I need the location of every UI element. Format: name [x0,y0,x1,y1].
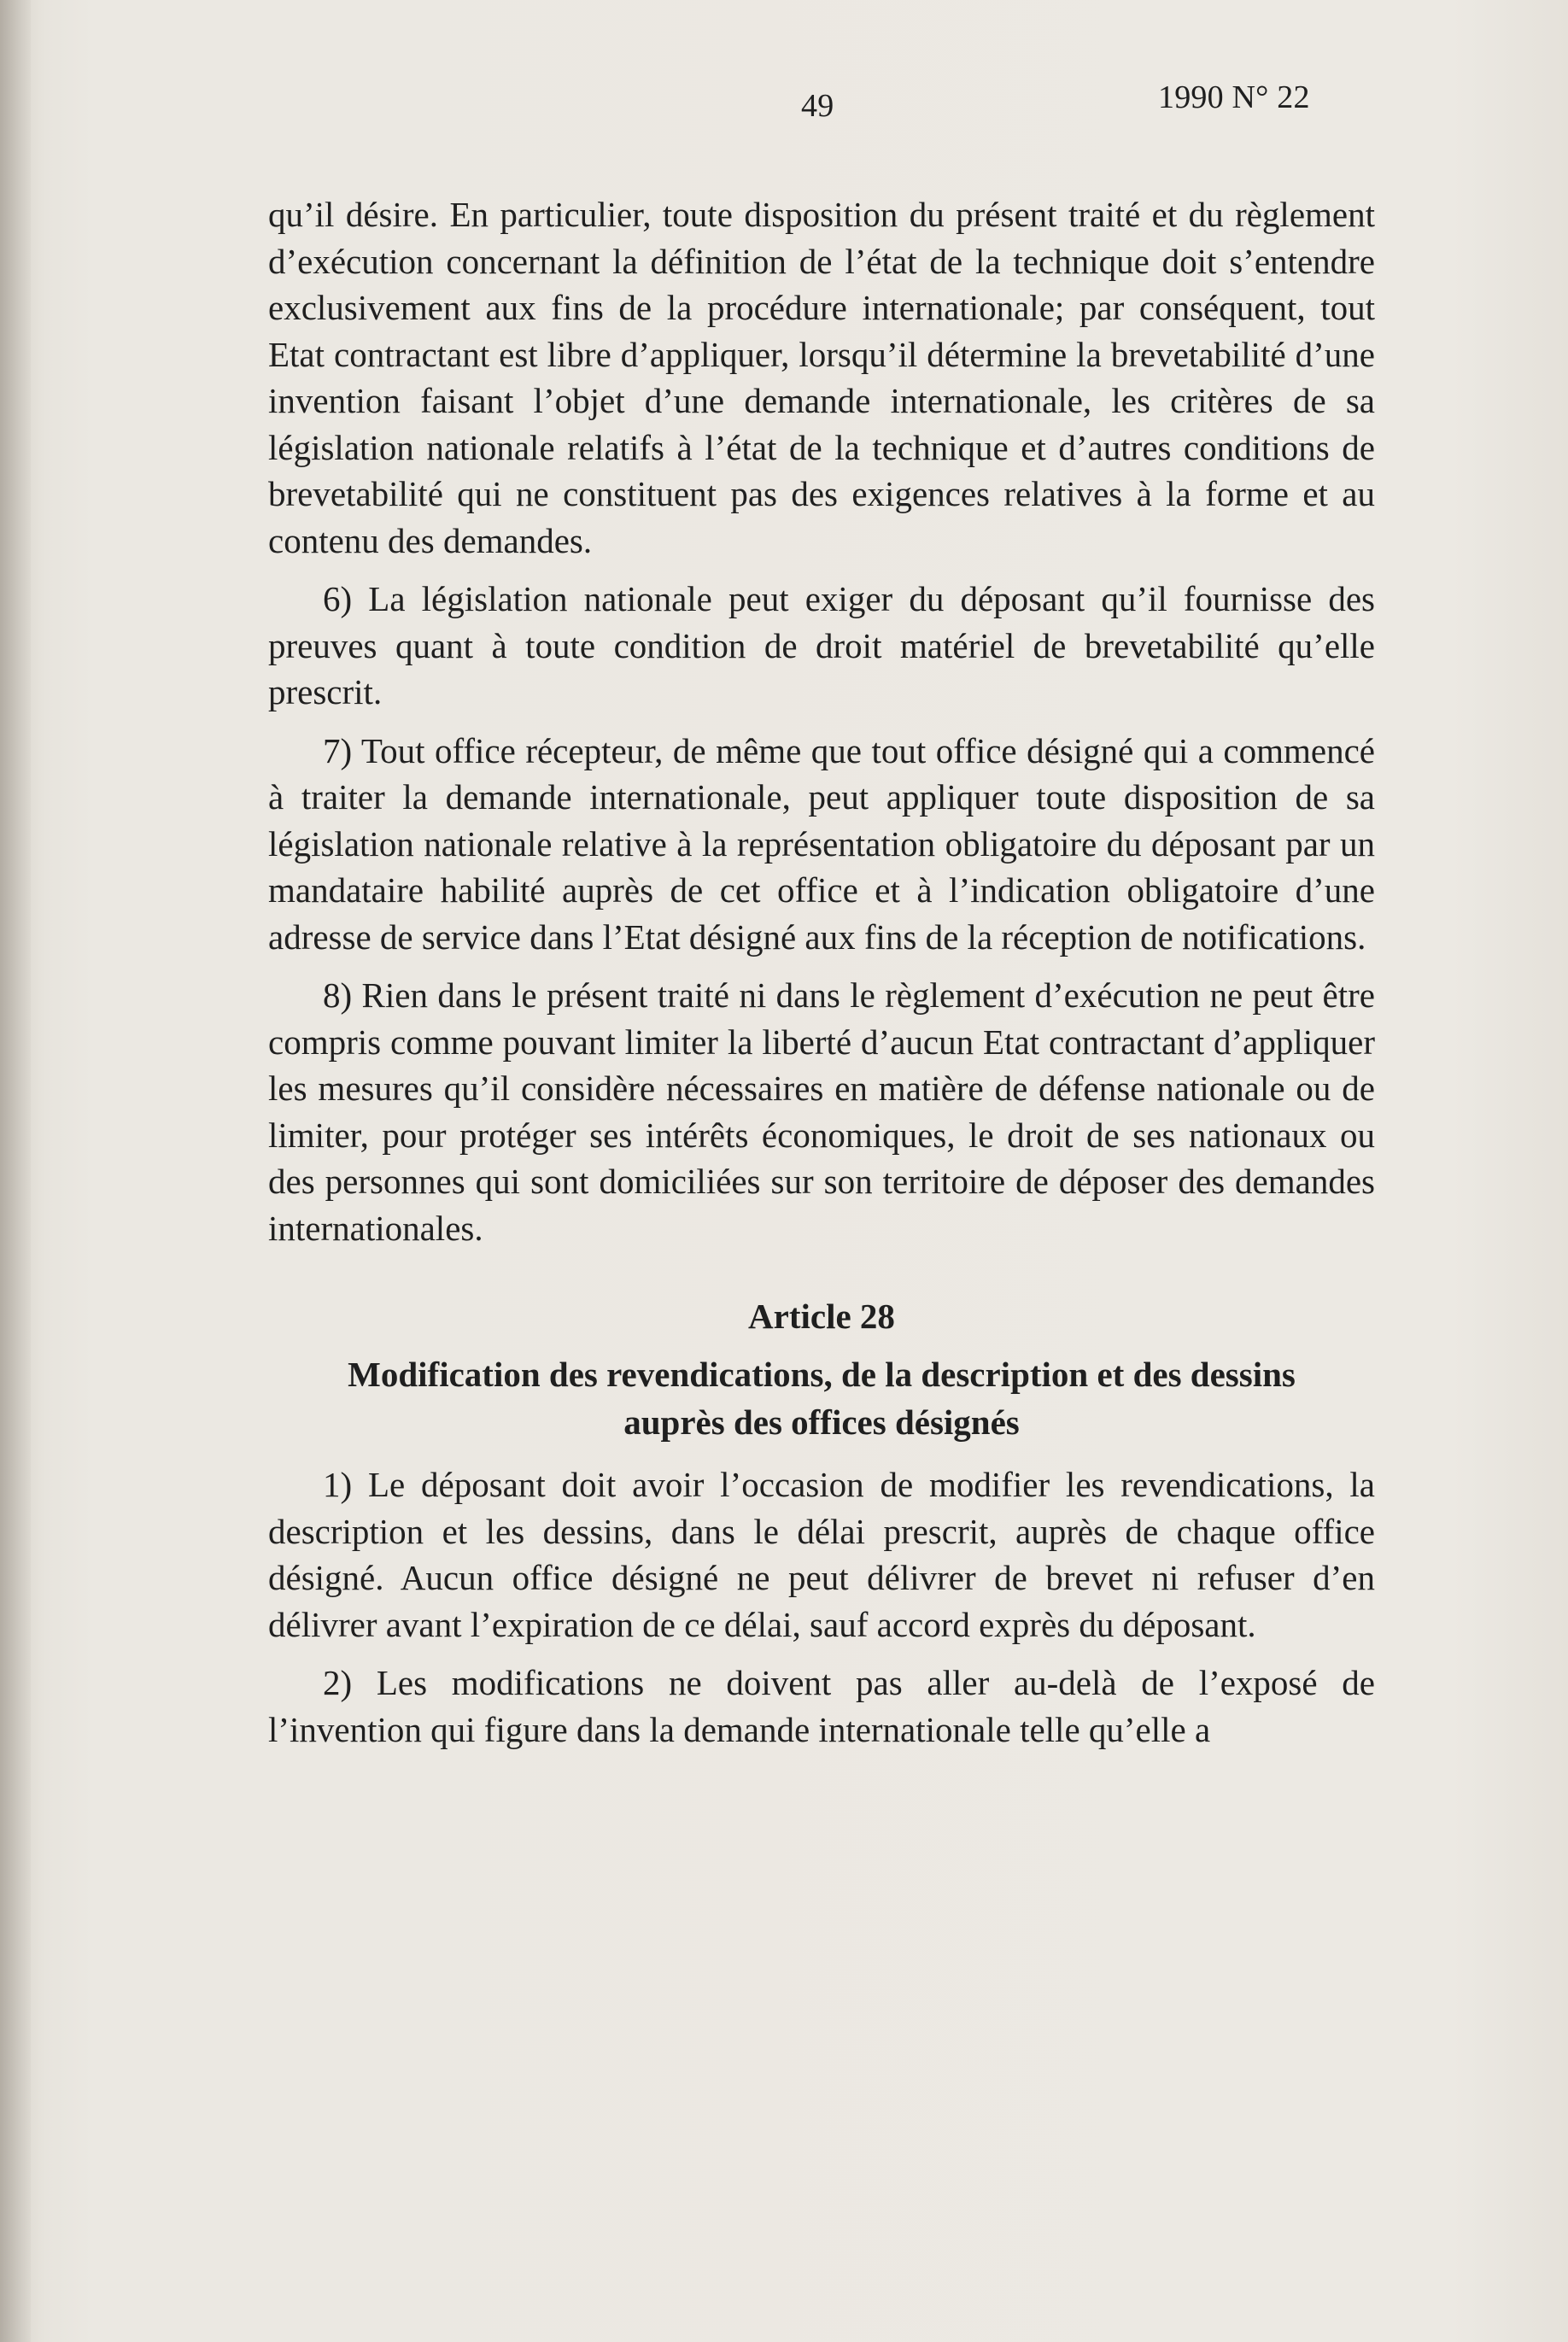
page-number: 49 [801,88,834,124]
paragraph-8: 8) Rien dans le présent traité ni dans le règlement d’exécution ne peut être compris comme pouvant limiter la liberté d’aucun Etat contractant d’appliquer les mesures qu’il considère nécessaires en matière de défense nationale ou de limiter, pour protéger ses intérêts économiques, le droit de ses nationaux ou des personnes qui sont domiciliées sur son territoire de déposer des demandes internationales. [268,975,1375,1248]
publication-reference: 1990 N° 22 [1158,79,1310,115]
article-28-paragraph-1: 1) Le déposant doit avoir l’occasion de modifier les revendications, la description et les dessins, dans le délai prescrit, auprès de chaque office désigné. Aucun office désigné ne peut délivrer de brevet ni refuser d’en délivrer avant l’expiration de ce délai, sauf accord exprès du déposant. [268,1465,1375,1644]
article-title: Modification des revendications, de la description et des dessins auprès des offices désignés [348,1355,1296,1442]
continued-paragraph: qu’il désire. En particulier, toute disposition du présent traité et du règlement d’exécution concernant la définition de l’état de la technique doit s’entendre exclusivement aux fins de la procédure internationale; par conséquent, tout Etat contractant est libre d’appliquer, lorsqu’il détermine la brevetabilité d’une invention faisant l’objet d’une demande internationale, les critères de sa législation nationale relatifs à l’état de la technique et d’autres conditions de brevetabilité qui ne constituent pas des exigences relatives à la forme et au contenu des demandes. [268,195,1375,560]
page-binding-shadow [0,0,31,2342]
main-text [268,191,1375,1765]
article-number: Article 28 [748,1297,895,1336]
article-28-paragraph-2: 2) Les modifications ne doivent pas aller au-delà de l’exposé de l’invention qui figure dans la demande internationale telle qu’elle a [268,1663,1375,1749]
paragraph-6: 6) La législation nationale peut exiger du déposant qu’il fournisse des preuves quant à toute condition de droit matériel de brevetabilité qu’elle prescrit. [268,579,1375,711]
article-heading [268,1292,1375,1446]
page-header [0,79,1568,130]
paragraph-7: 7) Tout office récepteur, de même que tout office désigné qui a commencé à traiter la demande internationale, peut appliquer toute disposition de sa législation nationale relative à la représentation obligatoire du déposant par un mandataire habilité auprès de cet office et à l’indication obligatoire d’une adresse de service dans l’Etat désigné aux fins de la réception de notifications. [268,730,1375,957]
